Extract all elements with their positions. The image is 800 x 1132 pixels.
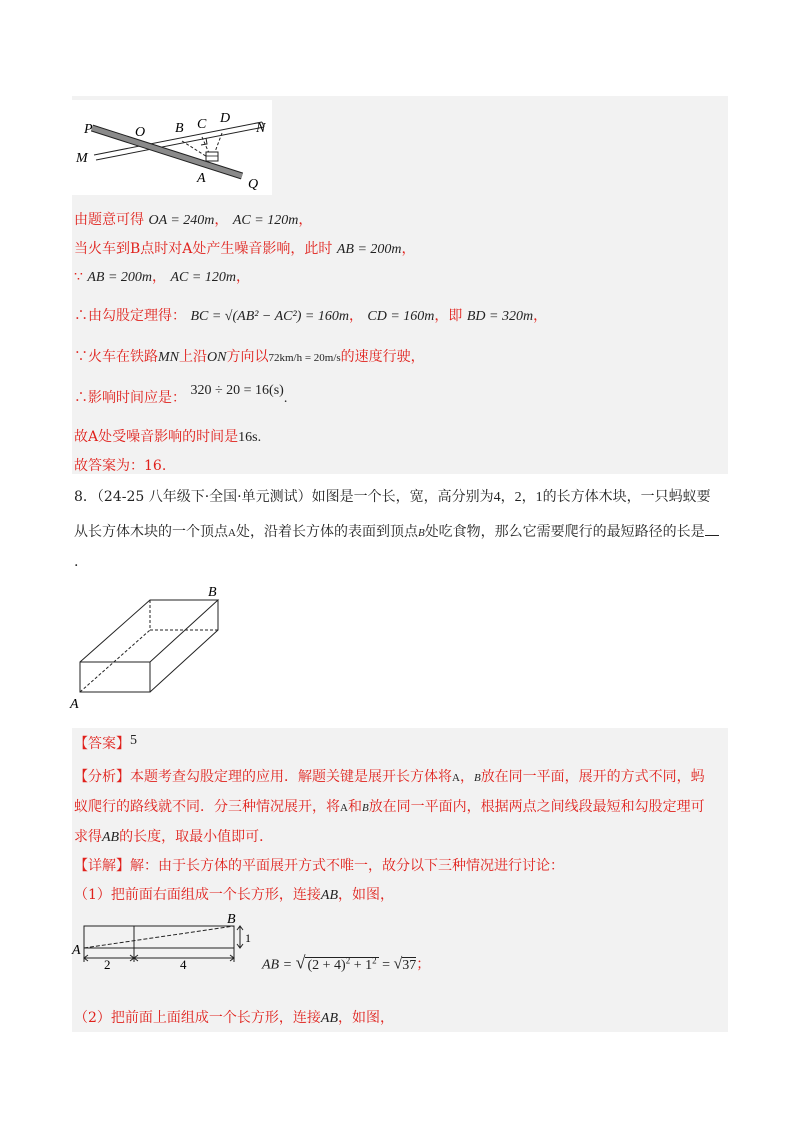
solution-line-1: 由题意可得 OA = 240m， AC = 120m， — [74, 212, 313, 228]
solution-line-5: ∵火车在铁路MN上沿ON方向以72km/h = 20m/s的速度行驶， — [74, 349, 425, 365]
unfold-figure-1 — [70, 912, 260, 972]
label-N: N — [256, 121, 266, 136]
solution-line-3: ∵ AB = 200m， AC = 120m， — [74, 269, 250, 285]
math-AC-2: AC = 120m — [170, 270, 236, 285]
label-M: M — [76, 151, 88, 166]
math-AB-2: AB = 200m — [87, 270, 153, 285]
label-A: A — [197, 171, 206, 186]
answer-tag: 【答案】 — [74, 736, 130, 752]
detail-case-1: （1）把前面右面组成一个长方形，连接AB，如图， — [74, 887, 395, 903]
math-ON: ON — [207, 350, 227, 365]
solution-line-7: 故A处受噪音影响的时间是16s. — [74, 429, 262, 445]
math-time: 320 ÷ 20 = 16(s) — [190, 383, 284, 398]
analysis-tag: 【分析】 — [74, 769, 130, 785]
answer-blank — [705, 521, 719, 536]
answer-value: 5 — [130, 733, 137, 748]
detail-tag: 【详解】 — [74, 858, 130, 874]
math-MN: MN — [158, 350, 179, 365]
unfold-label-A: A — [72, 943, 81, 958]
analysis-line-2: 蚁爬行的路线就不同．分三种情况展开，将A和B放在同一平面内，根据两点之间线段最短和勾股定理可 — [74, 799, 705, 815]
math-speed: 72km/h = 20m/s — [268, 352, 341, 364]
math-CD: CD = 160m — [367, 309, 435, 324]
cuboid-label-B: B — [208, 585, 217, 600]
cuboid-label-A: A — [70, 697, 79, 712]
math-BC: BC = √(AB² − AC²) = 160m — [190, 309, 349, 324]
question-8-line-3: . — [74, 554, 79, 570]
cuboid-figure — [70, 584, 230, 714]
question-8-line-2: 从长方体木块的一个顶点A处，沿着长方体的表面到顶点B处吃食物，那么它需要爬行的最短路径的长是 — [74, 521, 719, 543]
answer-line — [74, 734, 137, 755]
unfold-dim-4: 4 — [180, 957, 187, 972]
solution-line-2: 当火车到B点时对A处产生噪音影响，此时 AB = 200m， — [74, 241, 416, 257]
detail-case-2: （2）把前面上面组成一个长方形，连接AB，如图， — [74, 1010, 395, 1026]
detail-line-1: 【详解】解：由于长方体的平面展开方式不唯一，故分以下三种情况进行讨论： — [74, 858, 564, 874]
math-OA: OA = 240m — [148, 213, 215, 228]
question-8-line-1: 8．（24-25 八年级下·全国·单元测试）如图是一个长，宽，高分别为4，2，1的长方体木块，一只蚂蚁要 — [74, 489, 711, 505]
solution-line-8: 故答案为：16. — [74, 458, 167, 474]
label-O: O — [135, 125, 146, 140]
label-C: C — [197, 117, 207, 132]
unfold-label-B: B — [227, 912, 236, 927]
formula-case-1: AB = √ $(2 + 4)^2 + 1^2 = √37$； — [262, 952, 431, 973]
label-Q: Q — [248, 177, 259, 192]
label-D: D — [220, 111, 231, 126]
solution-line-6: ∴影响时间应是： 320 ÷ 20 = 16(s). — [74, 383, 288, 406]
analysis-line-3: 求得AB的长度，取最小值即可． — [74, 829, 274, 845]
solution-line-4: ∴由勾股定理得： BC = √(AB² − AC²) = 160m， CD = 160m，即 BD = 320m， — [74, 308, 548, 324]
label-B: B — [175, 121, 184, 136]
unfold-dim-2: 2 — [104, 957, 111, 972]
math-BD: BD = 320m — [466, 309, 534, 324]
math-AB: AB = 200m — [336, 242, 402, 257]
analysis-line-1: 【分析】本题考查勾股定理的应用．解题关键是展开长方体将A，B放在同一平面，展开的方式不同，蚂 — [74, 769, 705, 785]
label-P: P — [84, 122, 93, 137]
math-AC: AC = 120m — [232, 213, 299, 228]
railway-figure — [72, 100, 272, 195]
unfold-dim-1: 1 — [245, 931, 251, 945]
math-16s: 16s — [238, 430, 258, 445]
